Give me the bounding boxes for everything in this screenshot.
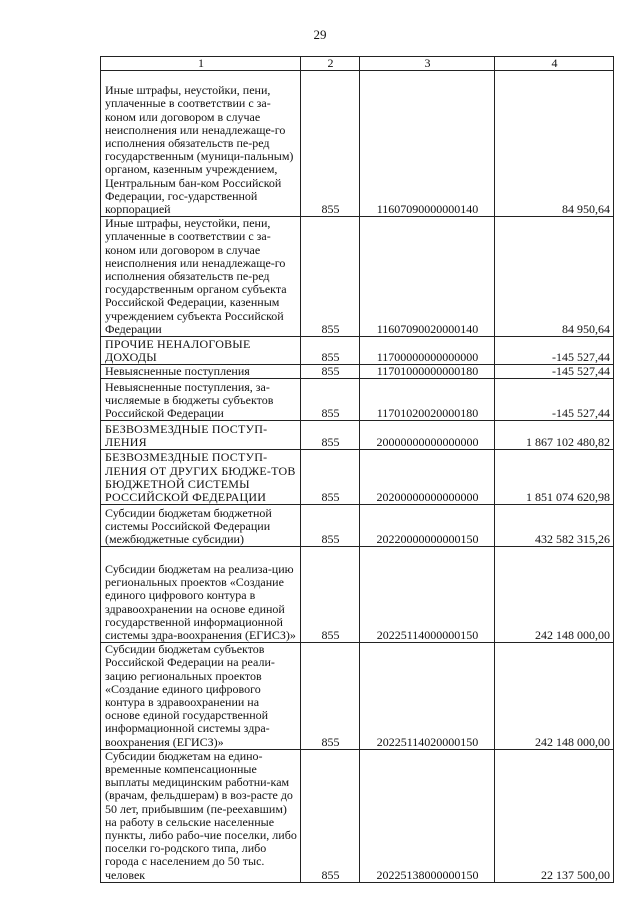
row-sum: 432 582 315,26 xyxy=(495,505,614,547)
column-header-1: 1 xyxy=(101,57,301,71)
row-name: Субсидии бюджетам бюджетной системы Российской Федерации (межбюджетные субсидии) xyxy=(101,505,301,547)
row-sum: -145 527,44 xyxy=(495,379,614,421)
table-row xyxy=(101,217,614,337)
column-header-3: 3 xyxy=(360,57,495,71)
row-admin-code: 855 xyxy=(301,71,360,217)
row-budget-code: 11607090020000140 xyxy=(360,217,495,337)
row-budget-code: 20200000000000000 xyxy=(360,450,495,505)
table-row xyxy=(101,337,614,365)
row-sum: 84 950,64 xyxy=(495,71,614,217)
page-number: 29 xyxy=(313,27,327,42)
table-row xyxy=(101,547,614,643)
row-sum: 242 148 000,00 xyxy=(495,547,614,643)
row-admin-code: 855 xyxy=(301,217,360,337)
row-sum: -145 527,44 xyxy=(495,365,614,379)
table-row xyxy=(101,450,614,505)
row-admin-code: 855 xyxy=(301,379,360,421)
row-sum: -145 527,44 xyxy=(495,337,614,365)
row-admin-code: 855 xyxy=(301,643,360,750)
column-header-2: 2 xyxy=(301,57,360,71)
row-name: Невыясненные поступления xyxy=(101,365,301,379)
table-row xyxy=(101,505,614,547)
row-name: Субсидии бюджетам на едино-временные компенсационные выплаты медицинским работни-кам (врачам, фельдшерам) в воз-расте до 50 лет, прибывшим (пе-реехавшим) на работу в сельские населенные пункты, либо рабо-чие поселки, либо поселки го-родского типа, либо города с населением до 50 тыс. человек xyxy=(101,749,301,882)
row-budget-code: 20225138000000150 xyxy=(360,749,495,882)
table-row xyxy=(101,421,614,450)
row-budget-code: 20000000000000000 xyxy=(360,421,495,450)
row-admin-code: 855 xyxy=(301,749,360,882)
row-admin-code: 855 xyxy=(301,365,360,379)
row-name: ПРОЧИЕ НЕНАЛОГОВЫЕ ДОХОДЫ xyxy=(101,337,301,365)
row-budget-code: 11607090000000140 xyxy=(360,71,495,217)
row-budget-code: 11700000000000000 xyxy=(360,337,495,365)
row-admin-code: 855 xyxy=(301,547,360,643)
row-sum: 22 137 500,00 xyxy=(495,749,614,882)
table-row xyxy=(101,379,614,421)
budget-table xyxy=(100,56,614,883)
row-budget-code: 20220000000000150 xyxy=(360,505,495,547)
row-name: БЕЗВОЗМЕЗДНЫЕ ПОСТУП-ЛЕНИЯ xyxy=(101,421,301,450)
row-budget-code: 11701020020000180 xyxy=(360,379,495,421)
row-admin-code: 855 xyxy=(301,421,360,450)
row-admin-code: 855 xyxy=(301,337,360,365)
row-name: Невыясненные поступления, за-числяемые в бюджеты субъектов Российской Федерации xyxy=(101,379,301,421)
row-budget-code: 20225114000000150 xyxy=(360,547,495,643)
row-admin-code: 855 xyxy=(301,450,360,505)
column-header-4: 4 xyxy=(495,57,614,71)
row-name: Иные штрафы, неустойки, пени, уплаченные в соответствии с за-коном или договором в случае неисполнения или ненадлежаще-го исполнения обязательств пе-ред государственным (муници-пальным) органом, казенным учреждением, Центральным бан-ком Российской Федерации, гос-ударственной корпорацией xyxy=(101,71,301,217)
row-name: Субсидии бюджетам субъектов Российской Федерации на реали-зацию региональных проектов «Создание единого цифрового контура в здравоохранении на основе единой государственной информационной системы здра-воохранения (ЕГИСЗ)» xyxy=(101,643,301,750)
row-admin-code: 855 xyxy=(301,505,360,547)
row-name: Иные штрафы, неустойки, пени, уплаченные в соответствии с за-коном или договором в случае неисполнения или ненадлежаще-го исполнения обязательств пе-ред государственным органом субъекта Российской Федерации, казенным учреждением субъекта Российской Федерации xyxy=(101,217,301,337)
row-budget-code: 11701000000000180 xyxy=(360,365,495,379)
row-sum: 1 851 074 620,98 xyxy=(495,450,614,505)
row-budget-code: 20225114020000150 xyxy=(360,643,495,750)
row-name: БЕЗВОЗМЕЗДНЫЕ ПОСТУП-ЛЕНИЯ ОТ ДРУГИХ БЮДЖЕ-ТОВ БЮДЖЕТНОЙ СИСТЕМЫ РОССИЙСКОЙ ФЕДЕРАЦИИ xyxy=(101,450,301,505)
table-row xyxy=(101,365,614,379)
table-row xyxy=(101,749,614,882)
table-row xyxy=(101,71,614,217)
row-name: Субсидии бюджетам на реализа-цию региональных проектов «Создание единого цифрового контура в здравоохранении на основе единой государственной информационной системы здра-воохранения (ЕГИСЗ)» xyxy=(101,547,301,643)
row-sum: 84 950,64 xyxy=(495,217,614,337)
row-sum: 1 867 102 480,82 xyxy=(495,421,614,450)
table-row xyxy=(101,643,614,750)
row-sum: 242 148 000,00 xyxy=(495,643,614,750)
table-header-row xyxy=(101,57,614,71)
